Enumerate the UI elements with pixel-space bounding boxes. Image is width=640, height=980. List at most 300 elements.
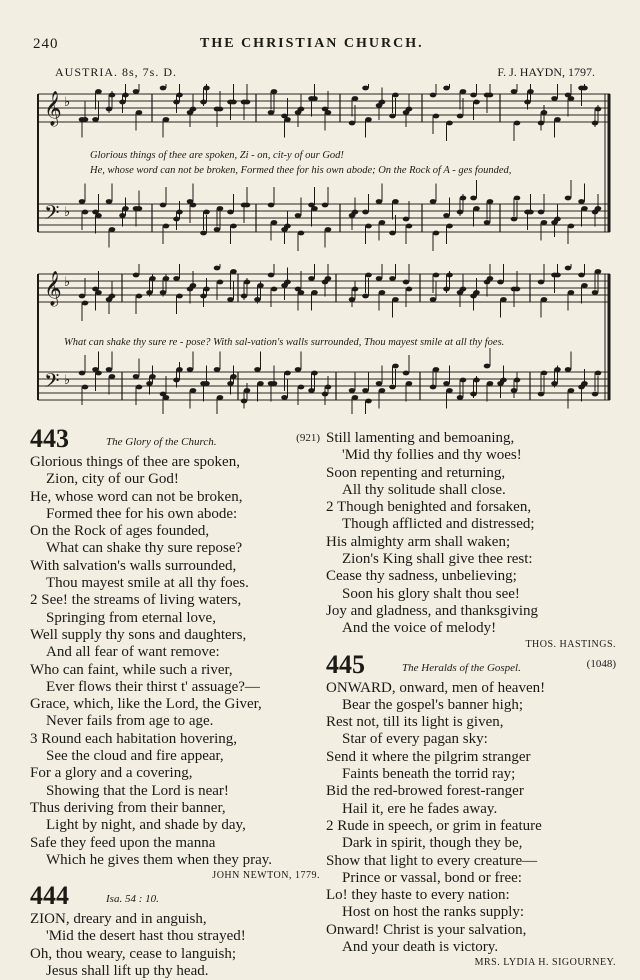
note-head: [443, 213, 450, 218]
note-head: [551, 96, 558, 101]
hymn-author: THOS. HASTINGS.: [525, 638, 616, 650]
note-head: [365, 399, 372, 404]
note-head: [392, 199, 399, 204]
note-head: [271, 381, 278, 386]
note-head: [82, 301, 89, 306]
note-head: [295, 367, 302, 372]
note-head: [271, 89, 278, 94]
verse-line: Formed thee for his own abode:: [46, 505, 238, 522]
note-head: [541, 297, 548, 302]
verse-line: For a glory and a covering,: [30, 765, 193, 782]
note-head: [200, 231, 207, 236]
note-head: [268, 203, 275, 208]
note-head: [173, 276, 180, 281]
note-head: [325, 110, 332, 115]
tune-info: [55, 65, 595, 81]
note-head: [403, 217, 410, 222]
score-lyric-line: Glorious things of thee are spoken, Zi - on, cit-y of our God!: [90, 150, 344, 161]
verse-line: Soon repenting and returning,: [326, 464, 506, 481]
verse-line: Safe they feed upon the manna: [30, 834, 216, 851]
note-head: [433, 273, 440, 278]
note-head: [473, 206, 480, 211]
hymn-author: MRS. LYDIA H. SIGOURNEY.: [474, 957, 616, 969]
note-head: [254, 367, 261, 372]
note-head: [581, 283, 588, 288]
note-head: [406, 224, 413, 229]
note-head: [365, 273, 372, 278]
verse-line: Faints beneath the torrid ray;: [342, 766, 516, 783]
left-column: [30, 424, 320, 980]
note-head: [568, 224, 575, 229]
note-head: [446, 388, 453, 393]
note-head: [257, 283, 264, 288]
hymn-number: 443: [30, 424, 69, 453]
note-head: [376, 276, 383, 281]
verse-line: Joy and gladness, and thanksgiving: [326, 602, 539, 619]
note-head: [460, 287, 467, 292]
verse-line: With salvation's walls surrounded,: [30, 557, 237, 574]
note-head: [244, 203, 251, 208]
note-head: [581, 381, 588, 386]
hymn-title: The Glory of the Church.: [106, 436, 217, 448]
note-head: [214, 266, 221, 271]
score-lyric-line: He, whose word can not be broken, Formed thee for his own abode; On the Rock of A - ges founded,: [90, 165, 512, 176]
note-head: [349, 121, 356, 126]
composer: F. J. HAYDN, 1797.: [497, 65, 595, 79]
note-head: [203, 210, 210, 215]
note-head: [203, 287, 210, 292]
note-head: [217, 395, 224, 400]
note-head: [581, 206, 588, 211]
note-head: [568, 96, 575, 101]
verse-line: 3 Round each habitation hovering,: [30, 730, 238, 747]
note-head: [379, 220, 386, 225]
note-head: [446, 273, 453, 278]
note-head: [541, 110, 548, 115]
note-head: [122, 93, 129, 98]
note-head: [230, 100, 237, 105]
note-head: [470, 196, 477, 201]
note-head: [565, 196, 572, 201]
note-head: [79, 371, 86, 376]
note-head: [433, 231, 440, 236]
verse-line: Cease thy sadness, unbelieving;: [326, 568, 517, 585]
hymn-number: 444: [30, 881, 69, 911]
note-head: [217, 280, 224, 285]
note-head: [565, 367, 572, 372]
note-head: [214, 367, 221, 372]
running-head: THE CHRISTIAN CHURCH.: [200, 36, 424, 51]
note-head: [311, 206, 318, 211]
note-head: [227, 210, 234, 215]
note-head: [406, 381, 413, 386]
note-head: [244, 280, 251, 285]
note-head: [163, 276, 170, 281]
note-head: [352, 287, 359, 292]
note-head: [136, 110, 143, 115]
note-head: [149, 276, 156, 281]
note-head: [433, 367, 440, 372]
verse-line: Thou mayest smile at all thy foes.: [46, 575, 249, 592]
note-head: [538, 210, 545, 215]
verse-line: Springing from eternal love,: [46, 609, 216, 626]
note-head: [497, 280, 504, 285]
note-head: [592, 290, 599, 295]
verse-line: 2 Rude in speech, or grim in feature: [326, 817, 542, 834]
verse-line: Hail it, ere he fades away.: [342, 800, 498, 817]
bass-clef-icon: 𝄢: [44, 201, 60, 229]
note-head: [203, 86, 210, 91]
note-head: [514, 121, 521, 126]
note-head: [160, 203, 167, 208]
note-head: [568, 388, 575, 393]
note-head: [379, 290, 386, 295]
right-column: [326, 430, 616, 970]
note-head: [592, 392, 599, 397]
note-head: [514, 287, 521, 292]
note-head: [271, 220, 278, 225]
note-head: [554, 273, 561, 278]
note-head: [109, 374, 116, 379]
note-head: [311, 96, 318, 101]
verse-line: And the voice of melody!: [342, 620, 497, 637]
verse-line: See the cloud and fire appear,: [46, 748, 224, 765]
verse-line: Though afflicted and distressed;: [342, 516, 535, 533]
note-head: [257, 381, 264, 386]
note-head: [362, 86, 369, 91]
verse-line: Soon his glory shalt thou see!: [342, 585, 520, 602]
note-head: [190, 203, 197, 208]
note-head: [581, 86, 588, 91]
note-head: [473, 100, 480, 105]
verse-line: Host on host the ranks supply:: [342, 904, 525, 921]
note-head: [163, 395, 170, 400]
note-head: [82, 385, 89, 390]
note-head: [217, 206, 224, 211]
note-head: [433, 114, 440, 119]
note-head: [578, 199, 585, 204]
verse-line: His almighty arm shall waken;: [326, 533, 511, 550]
note-head: [190, 388, 197, 393]
verse-line: Bear the gospel's banner high;: [342, 696, 523, 713]
note-head: [352, 96, 359, 101]
verse-line: Prince or vassal, bond or free:: [342, 869, 522, 886]
note-head: [443, 86, 450, 91]
note-head: [362, 294, 369, 299]
note-head: [227, 297, 234, 302]
note-head: [203, 381, 210, 386]
note-head: [136, 385, 143, 390]
note-head: [376, 199, 383, 204]
note-head: [487, 276, 494, 281]
note-head: [460, 196, 467, 201]
note-head: [389, 114, 396, 119]
note-head: [406, 107, 413, 112]
verse-line: Jesus shall lift up thy head.: [46, 963, 209, 980]
treble-clef-icon: 𝄞: [44, 271, 62, 306]
verse-line: He, whose word can not be broken,: [30, 488, 243, 505]
verse-line: Grace, which, like the Lord, the Giver,: [30, 696, 262, 713]
note-head: [389, 385, 396, 390]
verse-line: Oh, thou weary, cease to languish;: [30, 945, 237, 962]
note-head: [298, 385, 305, 390]
note-head: [538, 280, 545, 285]
note-head: [379, 100, 386, 105]
note-head: [511, 217, 518, 222]
note-head: [352, 210, 359, 215]
note-head: [284, 371, 291, 376]
note-head: [392, 297, 399, 302]
note-head: [133, 374, 140, 379]
note-head: [392, 93, 399, 98]
note-head: [95, 290, 102, 295]
note-head: [244, 388, 251, 393]
note-head: [349, 388, 356, 393]
note-head: [487, 93, 494, 98]
note-head: [79, 199, 86, 204]
page-number: 240: [33, 36, 59, 52]
tune-name: AUSTRIA. 8s, 7s. D.: [55, 65, 178, 79]
note-head: [82, 210, 89, 215]
note-head: [163, 224, 170, 229]
note-head: [487, 199, 494, 204]
flat-icon: ♭: [64, 95, 71, 110]
verse-line: Still lamenting and bemoaning,: [326, 430, 515, 446]
note-head: [484, 364, 491, 369]
verse-line: Show that light to every creature—: [326, 852, 538, 869]
verse-line: 2 See! the streams of living waters,: [30, 592, 242, 609]
note-head: [79, 294, 86, 299]
score-lyric-line: What can shake thy sure re - pose? With sal-vation's walls surrounded, Thou mayest smile at all thy foes.: [64, 337, 505, 348]
hymn-445-text: [326, 680, 616, 957]
verse-line: On the Rock of ages founded,: [30, 523, 210, 540]
note-head: [430, 93, 437, 98]
verse-line: Glorious things of thee are spoken,: [30, 454, 240, 470]
note-head: [284, 224, 291, 229]
note-head: [389, 231, 396, 236]
verse-line: Dark in spirit, though they be,: [342, 835, 523, 852]
note-head: [554, 367, 561, 372]
verse-line: Showing that the Lord is near!: [46, 782, 229, 799]
verse-line: Which he gives them when they pray.: [46, 851, 273, 868]
verse-line: Send it where the pilgrim stranger: [326, 748, 531, 765]
verse-line: Bid the red-browed forest-ranger: [326, 783, 524, 800]
note-head: [473, 290, 480, 295]
verse-line: What can shake thy sure repose?: [46, 540, 243, 557]
note-head: [565, 266, 572, 271]
hymn-443-heading: [30, 424, 320, 454]
page-header: [0, 36, 640, 56]
note-head: [109, 93, 116, 98]
note-head: [595, 269, 602, 274]
note-head: [106, 367, 113, 372]
note-head: [500, 297, 507, 302]
note-head: [527, 210, 534, 215]
note-head: [268, 273, 275, 278]
note-head: [578, 273, 585, 278]
note-head: [362, 210, 369, 215]
note-head: [568, 290, 575, 295]
note-head: [473, 378, 480, 383]
note-head: [514, 378, 521, 383]
note-head: [403, 280, 410, 285]
note-head: [244, 100, 251, 105]
note-head: [163, 117, 170, 122]
hymn-reference: (921): [296, 432, 320, 444]
hymn-author: JOHN NEWTON, 1779.: [212, 870, 320, 882]
note-head: [176, 367, 183, 372]
note-head: [298, 107, 305, 112]
note-head: [95, 213, 102, 218]
note-head: [95, 371, 102, 376]
note-head: [460, 89, 467, 94]
note-head: [484, 220, 491, 225]
note-head: [470, 93, 477, 98]
note-head: [487, 381, 494, 386]
hymn-443-text: [30, 454, 320, 869]
verse-line: Zion, city of our God!: [46, 471, 179, 488]
note-head: [365, 117, 372, 122]
note-head: [527, 89, 534, 94]
verse-line: Star of every pagan sky:: [342, 731, 488, 748]
note-head: [352, 395, 359, 400]
note-head: [511, 89, 518, 94]
note-head: [176, 210, 183, 215]
verse-line: Who can faint, while such a river,: [30, 661, 233, 678]
note-head: [95, 89, 102, 94]
note-head: [109, 294, 116, 299]
verse-line: Well supply thy sons and daughters,: [30, 626, 247, 643]
note-head: [217, 107, 224, 112]
hymn-445-heading: [326, 649, 616, 680]
bass-clef-icon: 𝄢: [44, 369, 60, 397]
note-head: [230, 224, 237, 229]
note-head: [430, 199, 437, 204]
verse-line: Rest not, till its light is given,: [326, 714, 504, 731]
note-head: [133, 273, 140, 278]
note-head: [460, 378, 467, 383]
note-head: [554, 217, 561, 222]
note-head: [190, 283, 197, 288]
note-head: [541, 371, 548, 376]
verse-line: 'Mid the desert hast thou strayed!: [46, 928, 246, 945]
verse-line: And your death is victory.: [342, 939, 499, 956]
note-head: [187, 367, 194, 372]
note-head: [443, 381, 450, 386]
note-head: [457, 114, 464, 119]
note-head: [298, 290, 305, 295]
hymn-444-text: [30, 911, 320, 980]
note-head: [311, 371, 318, 376]
hymn-reference: (1048): [586, 657, 616, 670]
note-head: [430, 297, 437, 302]
verse-line: Light by night, and shade by day,: [46, 817, 246, 834]
note-head: [379, 388, 386, 393]
hymn-number: 445: [326, 649, 365, 679]
flat-icon: ♭: [64, 205, 71, 220]
note-head: [514, 196, 521, 201]
note-head: [284, 280, 291, 285]
verse-line: Zion's King shall give thee rest:: [342, 551, 533, 568]
verse-line: Ever flows their thirst t' assuage?—: [46, 678, 260, 695]
note-head: [554, 117, 561, 122]
note-head: [295, 213, 302, 218]
note-head: [284, 117, 291, 122]
note-head: [325, 276, 332, 281]
note-head: [325, 227, 332, 232]
note-head: [406, 287, 413, 292]
note-head: [446, 224, 453, 229]
flat-icon: ♭: [64, 373, 71, 388]
note-head: [160, 86, 167, 91]
note-head: [325, 385, 332, 390]
verse-line: 2 Though benighted and forsaken,: [326, 499, 532, 516]
note-head: [403, 371, 410, 376]
note-head: [122, 206, 129, 211]
verse-line: ZION, dreary and in anguish,: [30, 911, 207, 928]
note-head: [595, 206, 602, 211]
note-head: [298, 231, 305, 236]
note-head: [500, 378, 507, 383]
note-head: [268, 110, 275, 115]
verse-line: And all fear of want remove:: [46, 644, 220, 661]
verse-line: Onward! Christ is your salvation,: [326, 921, 527, 938]
note-head: [446, 121, 453, 126]
note-head: [149, 374, 156, 379]
note-head: [308, 276, 315, 281]
note-head: [389, 276, 396, 281]
verse-line: All thy solitude shall close.: [342, 481, 506, 498]
hymn-444-text-continued: [326, 430, 616, 638]
note-head: [82, 117, 89, 122]
note-head: [376, 381, 383, 386]
note-head: [230, 269, 237, 274]
note-head: [595, 371, 602, 376]
flat-icon: ♭: [64, 275, 71, 290]
verse-line: ONWARD, onward, men of heaven!: [326, 679, 546, 696]
note-head: [311, 290, 318, 295]
note-head: [365, 224, 372, 229]
note-head: [230, 374, 237, 379]
note-head: [281, 395, 288, 400]
note-head: [109, 227, 116, 232]
verse-line: 'Mid thy follies and thy woes!: [342, 447, 522, 464]
note-head: [136, 294, 143, 299]
hymn-444-heading: [30, 881, 320, 911]
note-head: [541, 220, 548, 225]
note-head: [538, 392, 545, 397]
treble-staff: [38, 274, 610, 302]
hymn-title: The Heralds of the Gospel.: [402, 661, 521, 674]
note-head: [271, 287, 278, 292]
note-head: [392, 364, 399, 369]
hymn-title: Isa. 54 : 10.: [106, 893, 159, 906]
verse-line: Lo! they haste to every nation:: [326, 887, 510, 904]
note-head: [595, 107, 602, 112]
treble-clef-icon: 𝄞: [44, 91, 62, 126]
note-head: [92, 117, 99, 122]
note-head: [322, 203, 329, 208]
note-head: [190, 107, 197, 112]
note-head: [176, 93, 183, 98]
note-head: [133, 89, 140, 94]
verse-line: Never fails from age to age.: [46, 713, 214, 730]
note-head: [136, 206, 143, 211]
verse-line: Thus deriving from their banner,: [30, 799, 226, 816]
note-head: [214, 227, 221, 232]
note-head: [106, 199, 113, 204]
note-head: [362, 388, 369, 393]
